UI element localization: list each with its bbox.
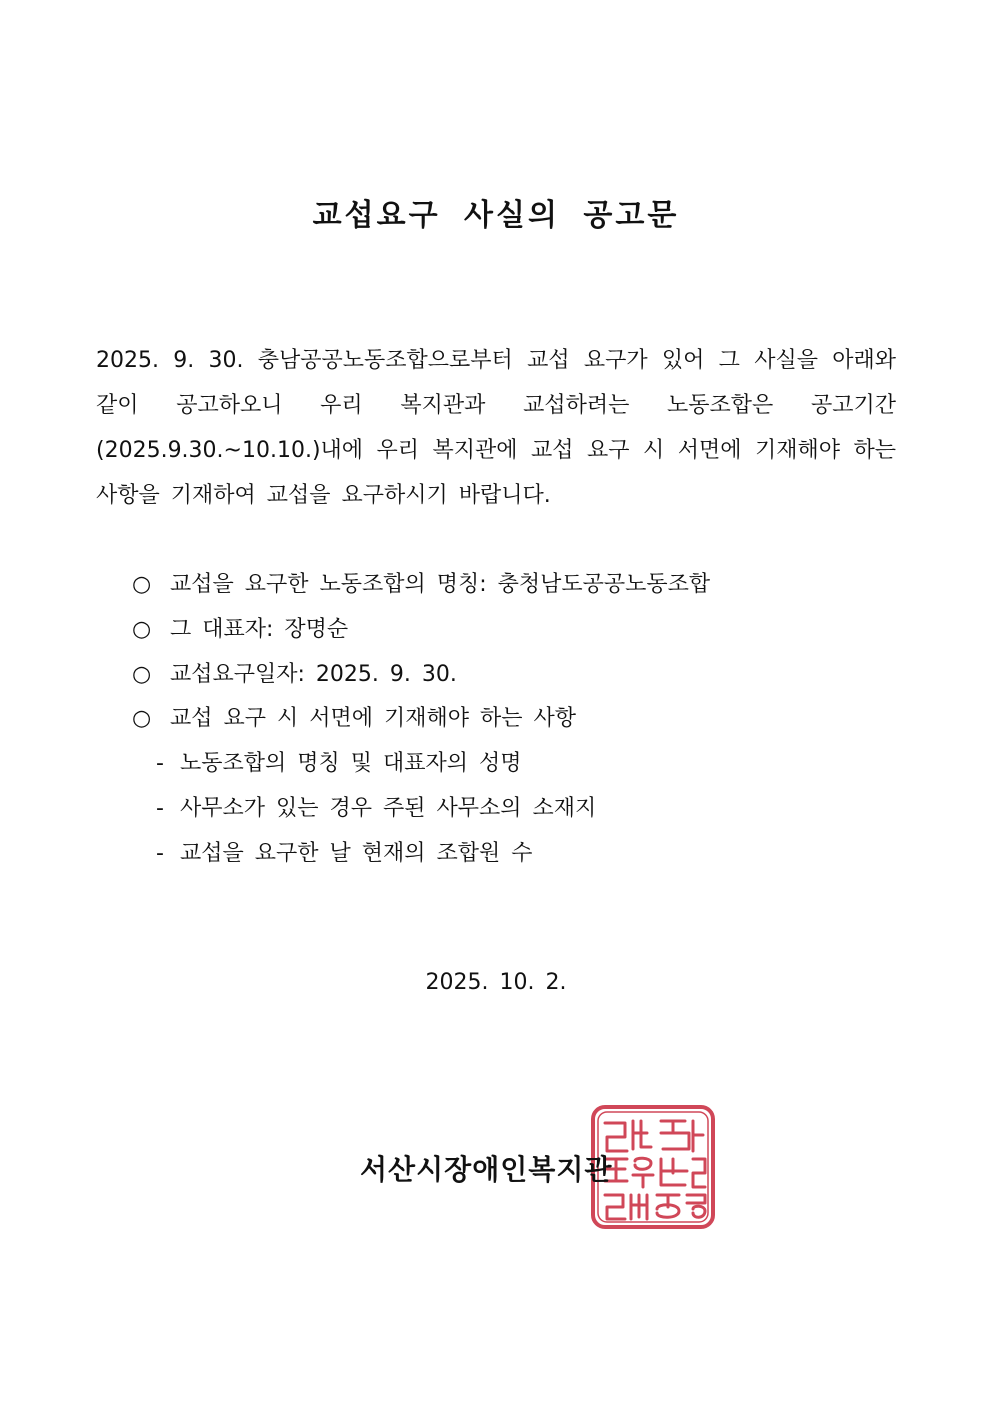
- request-date-item: 교섭요구일자: 2025. 9. 30.: [170, 661, 457, 687]
- sub-list-item: [156, 742, 892, 787]
- dash-bullet-icon: -: [156, 840, 164, 866]
- list-item: [132, 653, 892, 698]
- circle-bullet-icon: ○: [132, 616, 152, 642]
- sub-item-text: 노동조합의 명칭 및 대표자의 성명: [180, 751, 522, 777]
- required-matters-sublist: [132, 742, 892, 876]
- organization-name: 서산시장애인복지관: [360, 1153, 613, 1186]
- notice-items: [132, 563, 892, 877]
- sub-item-text: 사무소가 있는 경우 주된 사무소의 소재지: [180, 795, 597, 821]
- document-title: 교섭요구 사실의 공고문: [312, 198, 680, 233]
- list-item: [132, 563, 892, 608]
- circle-bullet-icon: ○: [132, 706, 152, 732]
- sub-list-item: [156, 832, 892, 877]
- dash-bullet-icon: -: [156, 795, 164, 821]
- sub-item-text: 교섭을 요구한 날 현재의 조합원 수: [180, 840, 533, 866]
- required-matters-item: 교섭 요구 시 서면에 기재해야 하는 사항: [170, 706, 576, 732]
- list-item: [132, 697, 892, 876]
- circle-bullet-icon: ○: [132, 661, 152, 687]
- union-name-item: 교섭을 요구한 노동조합의 명칭: 충청남도공공노동조합: [170, 572, 711, 597]
- dash-bullet-icon: -: [156, 751, 164, 777]
- list-item: [132, 608, 892, 653]
- signature-block: [360, 1100, 730, 1240]
- intro-paragraph: 2025. 9. 30. 충남공공노동조합으로부터 교섭 요구가 있어 그 사실을 아래와 같이 공고하오니 우리 복지관과 교섭하려는 노동조합은 공고기간(2025.9.30.~10.10.)내에 우리 복지관에 교섭 요구 시 서면에 기재해야 하는 사항을 기재하여 교섭을 요구하시기 바랍니다.: [96, 348, 896, 508]
- document-date: 2025. 10. 2.: [425, 970, 567, 995]
- representative-item: 그 대표자: 장명순: [170, 616, 349, 642]
- circle-bullet-icon: ○: [132, 572, 152, 597]
- sub-list-item: [156, 787, 892, 832]
